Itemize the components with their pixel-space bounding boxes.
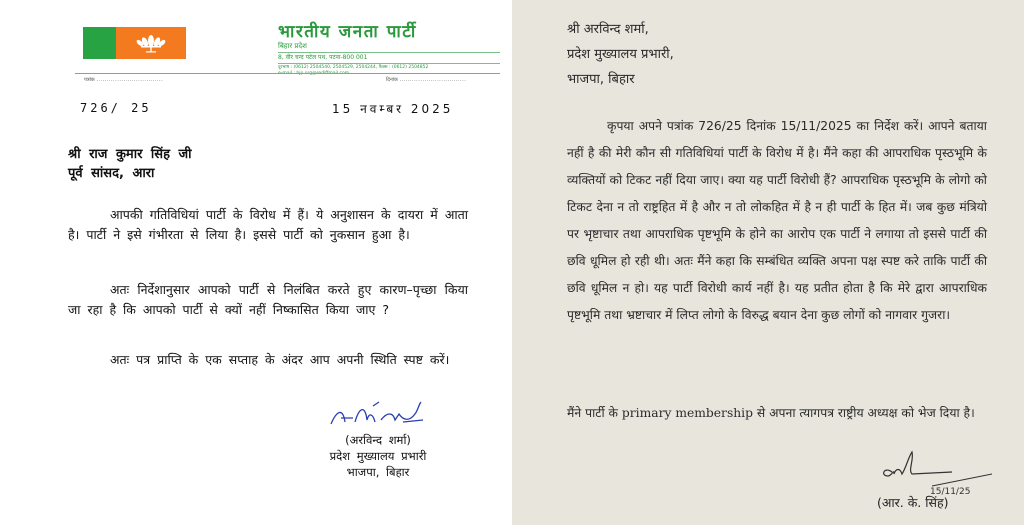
signature-scrawl-icon bbox=[872, 448, 1002, 498]
paragraph-2: अतः निर्देशानुसार आपको पार्टी से निलंबित करते हुए कारण–पृच्छा किया जा रहा है कि आपको पार्टी से क्यों नहीं निष्कासित किया जाए ? bbox=[68, 282, 468, 317]
letter-date: 15 नवम्बर 2025 bbox=[332, 102, 454, 116]
signatory-name: (अरविन्द शर्मा) bbox=[345, 433, 411, 447]
signature-block bbox=[268, 400, 488, 480]
reply-paragraph-2: मैंने पार्टी के primary membership से अपना त्यागपत्र राष्ट्रीय अध्यक्ष को भेज दिया है। bbox=[567, 406, 975, 420]
signatory-title: प्रदेश मुख्यालय प्रभारी bbox=[329, 449, 427, 463]
addressee-designation: पूर्व सांसद, आरा bbox=[68, 166, 155, 181]
reply-signatory-name: (आर. के. सिंह) bbox=[877, 495, 949, 510]
date-label: दिनांक ................................ bbox=[386, 77, 467, 83]
letterhead bbox=[278, 22, 500, 77]
reply-paragraph-1: कृपया अपने पत्रांक 726/25 दिनांक 15/11/2025 का निर्देश करें। आपने बताया नहीं है की मेरी कौन सी गतिविधियां पार्टी के विरोध में है। मैंने कहा की आपराधिक पृस्ठभूमि के व्यक्तियों को टिकट नहीं दिया जाए। क्या यह पार्टी विरोधी हैं? आपराधिक पृस्ठभूमि के लोगो को टिकट देना न तो राष्ट्रहित में है और न तो लोकहित में है न ही पार्टी के हित में। जब कुछ मंत्रियो पर भृष्टाचार तथा आपराधिक पृष्टभूमि के होने का आरोप एक पार्टी ने लगाया तो इससे पार्टी की छवि धूमिल हो रही थी। अतः मैंने कहा कि सम्बंधित व्यक्ति अपना पक्ष स्पष्ट करे ताकि पार्टी की छवि धूमिल न हो। यह पार्टी विरोधी कार्य नहीं है। यह प्रतीत होता है कि मेरे द्वारा आपराधिक पृष्टभूमि तथा भ्रष्टाचार में लिप्त लोगो के विरुद्ध बयान देना कुछ लोगों को नागवार गुजरा। bbox=[567, 119, 987, 322]
recipient-org: भाजपा, बिहार bbox=[567, 72, 635, 87]
signatory-org: भाजपा, बिहार bbox=[346, 465, 410, 479]
lotus-icon bbox=[134, 33, 168, 53]
reference-number: 726/ 25 bbox=[80, 101, 152, 115]
bjp-logo bbox=[83, 27, 186, 59]
ref-label: पत्रांक ................................ bbox=[84, 77, 164, 83]
letterhead-address: 8, वीर चन्द पटेल पथ, पटना-800 001 bbox=[278, 54, 368, 61]
letterhead-divider bbox=[75, 73, 500, 74]
state-unit: बिहार प्रदेश bbox=[278, 42, 307, 50]
letterhead-contact: दूरभाष : (0612) 2504540, 2504529, 2504244, फैक्स : (0612) 2504852 bbox=[278, 65, 429, 70]
signature-scrawl-icon bbox=[323, 400, 433, 432]
logo-green-band bbox=[83, 27, 116, 59]
svg-text:15/11/25: 15/11/25 bbox=[930, 487, 971, 497]
logo-saffron-band bbox=[116, 27, 186, 59]
recipient-title: प्रदेश मुख्यालय प्रभारी, bbox=[567, 47, 674, 62]
letterhead-rule-2 bbox=[278, 63, 500, 64]
paragraph-1: आपकी गतिविधियां पार्टी के विरोध में हैं। ये अनुशासन के दायरा में आता है। पार्टी ने इसे गंभीरता से लिया है। इससे पार्टी को नुकसान हुआ है। bbox=[68, 207, 468, 242]
party-name: भारतीय जनता पार्टी bbox=[278, 22, 417, 42]
letterhead-email: e-mail : bjp.org@rediffmail.com bbox=[278, 71, 350, 76]
recipient-name: श्री अरविन्द शर्मा, bbox=[567, 22, 649, 37]
addressee-name: श्री राज कुमार सिंह जी bbox=[68, 147, 192, 162]
letterhead-rule bbox=[278, 52, 500, 53]
paragraph-3: अतः पत्र प्राप्ति के एक सप्ताह के अंदर आप अपनी स्थिति स्पष्ट करें। bbox=[110, 352, 450, 367]
addressee bbox=[68, 145, 192, 183]
recipient-block bbox=[567, 17, 674, 92]
reply-signature-block bbox=[872, 448, 1002, 510]
reply-letter bbox=[512, 0, 1024, 525]
